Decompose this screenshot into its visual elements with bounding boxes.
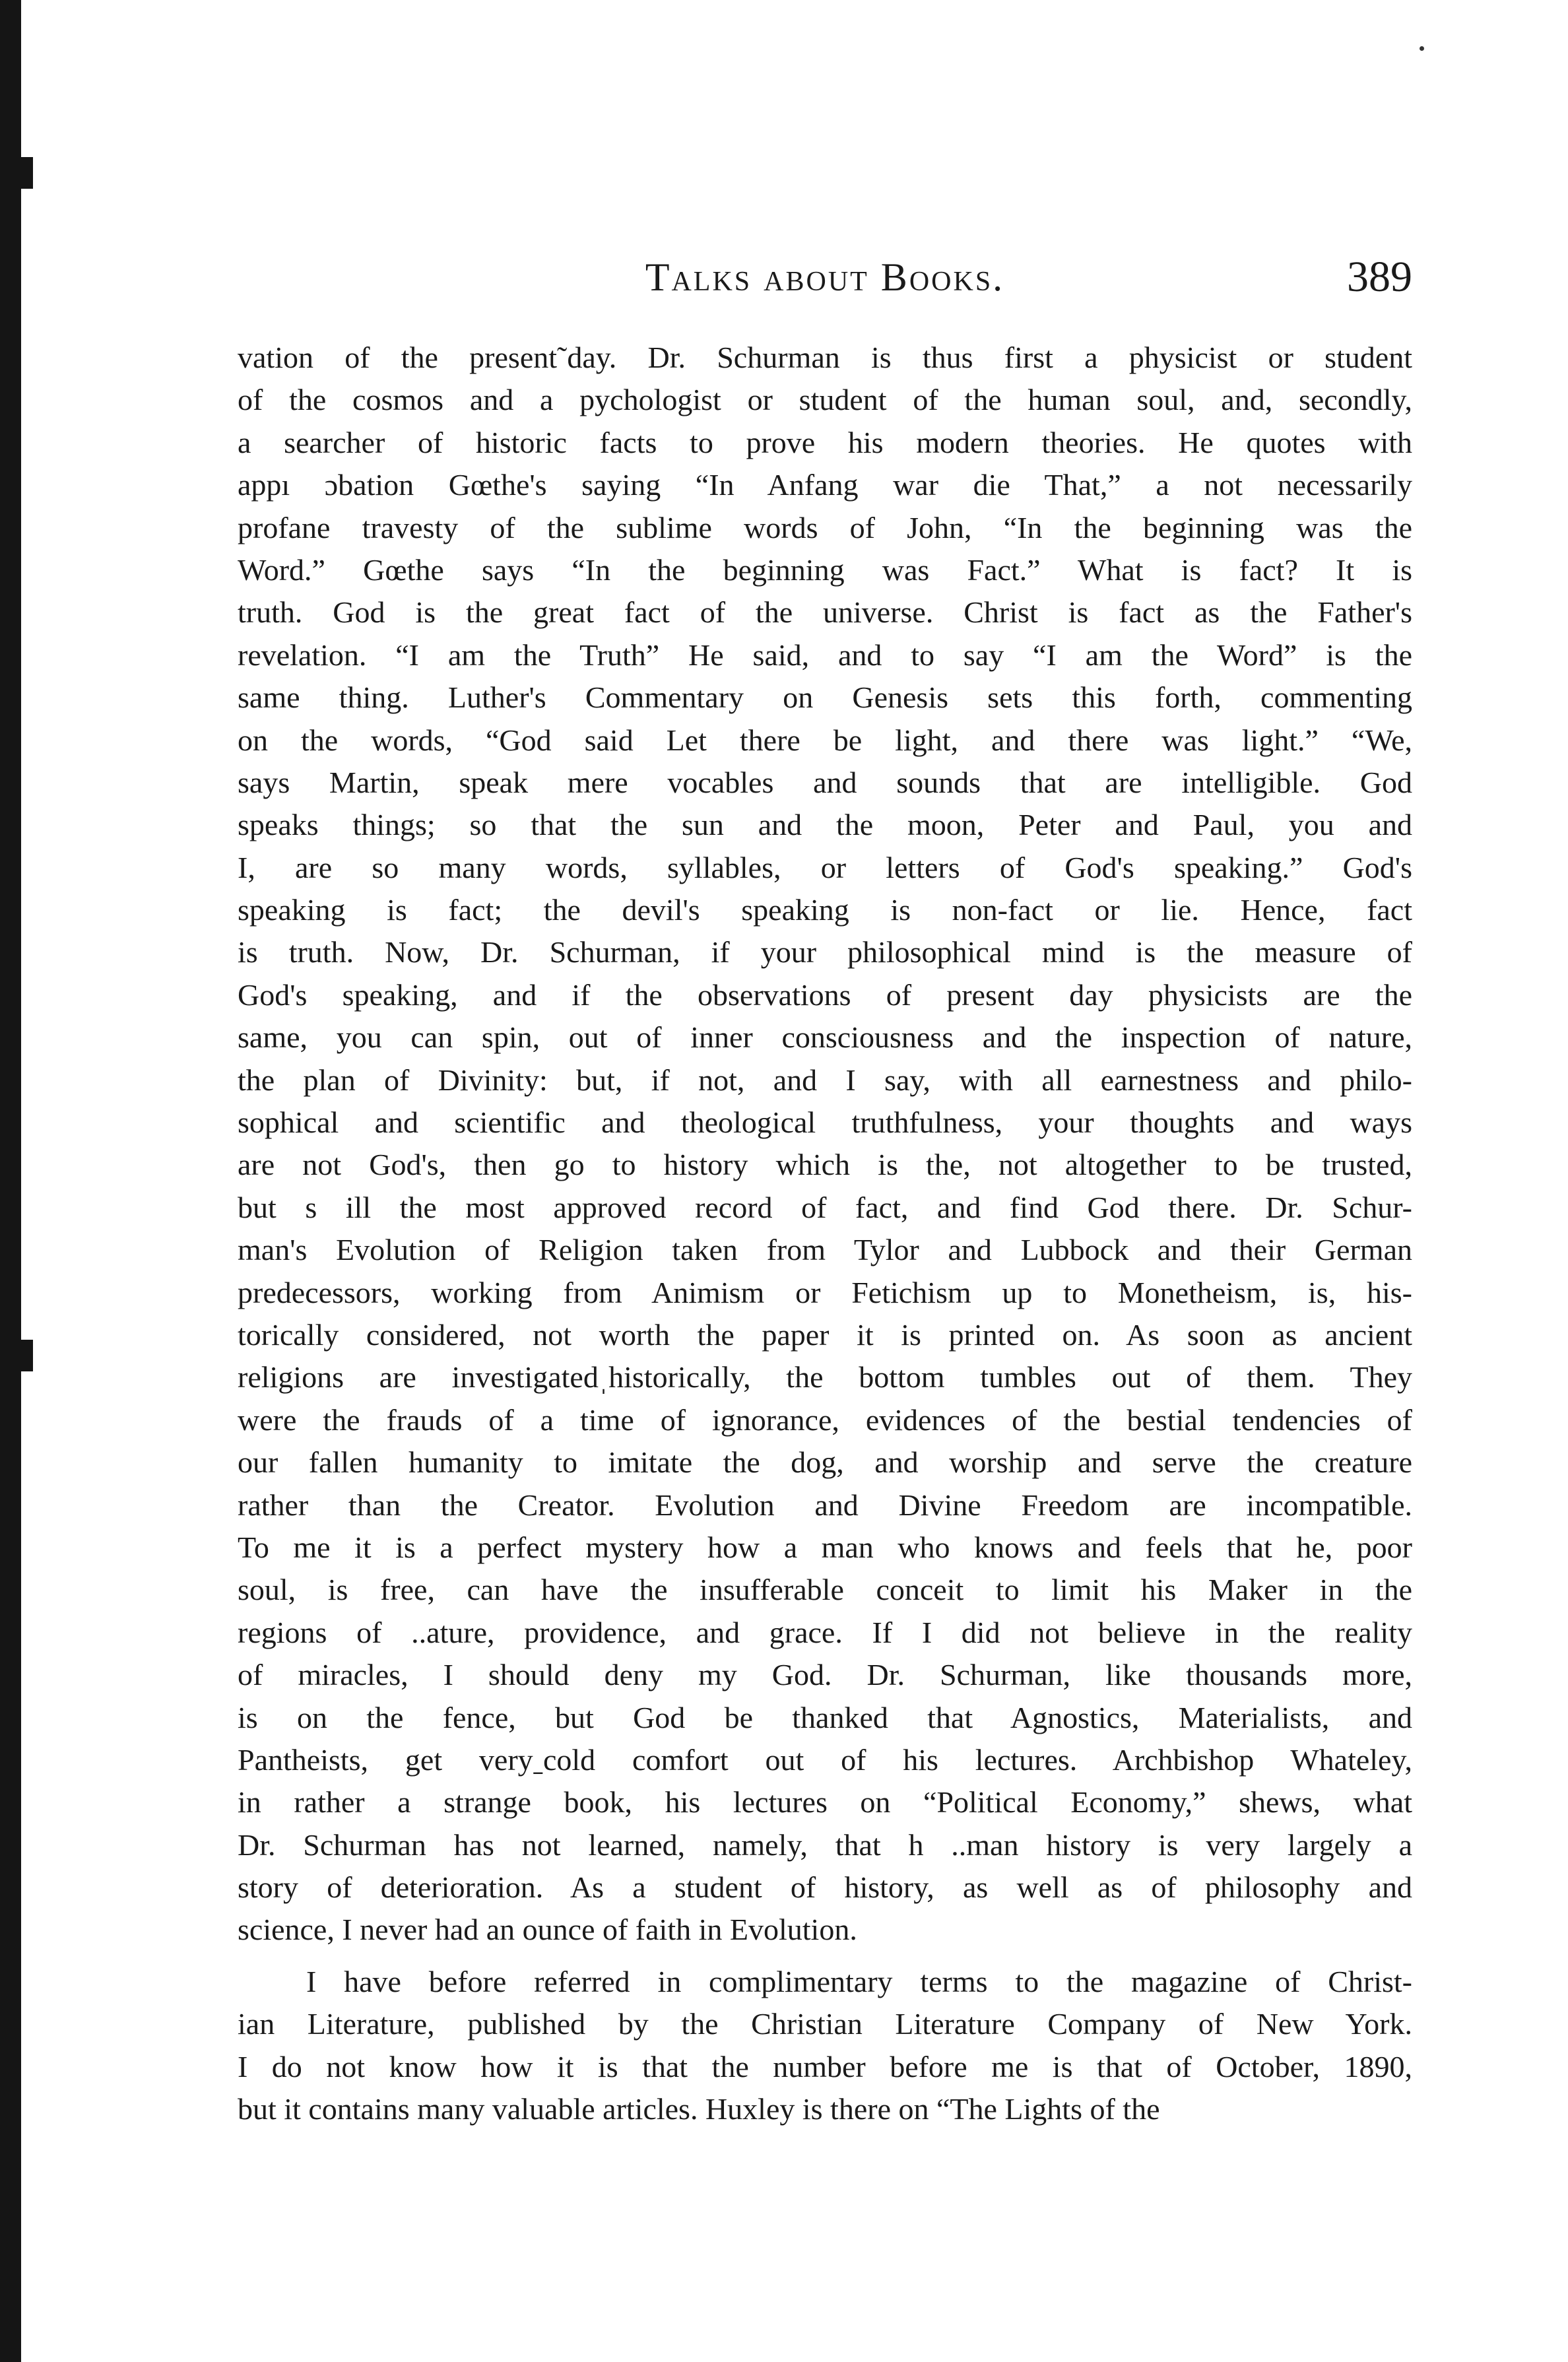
gutter-notch	[18, 1340, 33, 1371]
text-line: the plan of Divinity: but, if not, and I say, with all earnestness and philo-	[238, 1063, 1412, 1097]
text-line: says Martin, speak mere vocables and sounds that are intelligible. God	[238, 765, 1412, 799]
text-line: rather than the Creator. Evolution and Divine Freedom are incompatible.	[238, 1488, 1412, 1522]
binding-gutter-edge	[0, 0, 21, 2362]
text-line: vation of the present˜day. Dr. Schurman is thus first a physicist or student	[238, 341, 1412, 374]
text-line: torically considered, not worth the paper it is printed on. As soon as ancient	[238, 1317, 1412, 1352]
text-line: soul, is free, can have the insufferable conceit to limit his Maker in the	[238, 1573, 1412, 1607]
text-line: a searcher of historic facts to prove his modern theories. He quotes with	[238, 425, 1412, 459]
text-line: religions are investigatedˌhistorically, the bottom tumbles out of them. They	[238, 1360, 1412, 1394]
text-line: is on the fence, but God be thanked that Agnostics, Materialists, and	[238, 1700, 1412, 1734]
page-number: 389	[1347, 253, 1412, 301]
text-line: I have before referred in complimentary terms to the magazine of Christ-	[306, 1964, 1412, 1998]
text-line: God's speaking, and if the observations of present day physicists are the	[238, 977, 1412, 1012]
paragraph	[238, 1961, 1412, 2131]
text-line: same thing. Luther's Commentary on Genesis sets this forth, commenting	[238, 680, 1412, 715]
paragraph	[238, 337, 1412, 1952]
text-line: ian Literature, published by the Christian Literature Company of New York.	[238, 2007, 1412, 2041]
text-line: man's Evolution of Religion taken from Tylor and Lubbock and their German	[238, 1233, 1412, 1267]
body-text	[238, 337, 1412, 2130]
text-line: story of deterioration. As a student of history, as well as of philosophy and	[238, 1870, 1412, 1905]
text-line: but it contains many valuable articles. Huxley is there on “The Lights of the	[238, 2092, 1160, 2126]
text-line: appı ɔbation Gœthe's saying “In Anfang war die That,” a not necessarily	[238, 468, 1412, 502]
text-line: sophical and scientific and theological truthfulness, your thoughts and ways	[238, 1105, 1412, 1140]
text-line: speaking is fact; the devil's speaking is non-fact or lie. Hence, fact	[238, 893, 1412, 927]
page-header	[238, 246, 1412, 318]
running-title: Talks about Books.	[645, 255, 1005, 299]
text-line: To me it is a perfect mystery how a man who knows and feels that he, poor	[238, 1530, 1412, 1564]
text-line: in rather a strange book, his lectures on “Political Economy,” shews, what	[238, 1785, 1412, 1820]
text-line: on the words, “God said Let there be light, and there was light.” “We,	[238, 723, 1412, 757]
text-line: our fallen humanity to imitate the dog, and worship and serve the creature	[238, 1445, 1412, 1480]
text-line: regions of ..ature, providence, and grace. If I did not believe in the reality	[238, 1615, 1412, 1649]
text-line: were the frauds of a time of ignorance, evidences of the bestial tendencies of	[238, 1402, 1412, 1437]
text-line: speaks things; so that the sun and the moon, Peter and Paul, you and	[238, 808, 1412, 842]
gutter-notch	[18, 157, 33, 189]
text-line: I, are so many words, syllables, or letters of God's speaking.” God's	[238, 850, 1412, 884]
text-line: of the cosmos and a pychologist or student of the human soul, and, secondly,	[238, 383, 1412, 417]
text-line: science, I never had an ounce of faith in Evolution.	[238, 1913, 857, 1947]
text-line: truth. God is the great fact of the universe. Christ is fact as the Father's	[238, 595, 1412, 630]
text-line: are not God's, then go to history which is the, not altogether to be trusted,	[238, 1148, 1412, 1182]
text-line: Pantheists, get veryˍcold comfort out of his lectures. Archbishop Whateley,	[238, 1742, 1412, 1777]
text-line: revelation. “I am the Truth” He said, and to say “I am the Word” is the	[238, 638, 1412, 672]
text-line: predecessors, working from Animism or Fetichism up to Monetheism, is, his-	[238, 1275, 1412, 1309]
text-line: same, you can spin, out of inner consciousness and the inspection of nature,	[238, 1020, 1412, 1055]
print-speck	[1420, 46, 1424, 51]
paragraph-gap	[238, 1952, 1412, 1961]
text-line: of miracles, I should deny my God. Dr. Schurman, like thousands more,	[238, 1658, 1412, 1692]
text-line: profane travesty of the sublime words of John, “In the beginning was the	[238, 510, 1412, 544]
text-line: I do not know how it is that the number before me is that of October, 1890,	[238, 2049, 1412, 2083]
text-line: is truth. Now, Dr. Schurman, if your philosophical mind is the measure of	[238, 935, 1412, 969]
text-line: but s ill the most approved record of fact, and find God there. Dr. Schur-	[238, 1190, 1412, 1224]
text-line: Dr. Schurman has not learned, namely, that h ..man history is very largely a	[238, 1827, 1412, 1862]
text-line: Word.” Gœthe says “In the beginning was Fact.” What is fact? It is	[238, 552, 1412, 587]
